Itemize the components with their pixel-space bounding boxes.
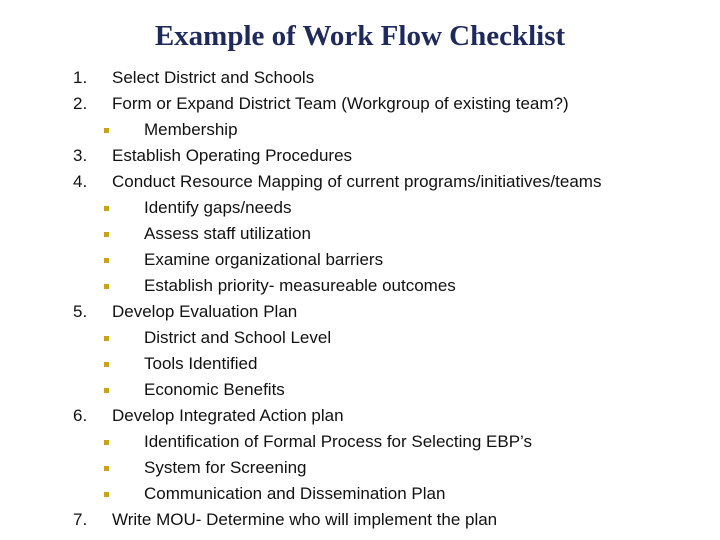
checklist-item — [0, 507, 720, 533]
subitem-text: Establish priority- measureable outcomes — [144, 276, 456, 295]
subitem-text: Membership — [144, 120, 238, 139]
checklist-subitem — [0, 377, 720, 403]
subitem-text: District and School Level — [144, 328, 332, 347]
square-bullet-icon — [104, 206, 109, 211]
item-number: 2. — [73, 94, 88, 113]
square-bullet-icon — [104, 388, 109, 393]
square-bullet-icon — [104, 336, 109, 341]
checklist-item — [0, 169, 720, 195]
square-bullet-icon — [104, 128, 109, 133]
subitem-text: Identification of Formal Process for Selecting EBP’s — [144, 432, 533, 451]
checklist-item — [0, 299, 720, 325]
square-bullet-icon — [104, 258, 109, 263]
item-text: Develop Integrated Action plan — [112, 406, 344, 425]
square-bullet-icon — [104, 466, 109, 471]
square-bullet-icon — [104, 440, 109, 445]
checklist-subitem — [0, 273, 720, 299]
item-number: 6. — [73, 406, 88, 425]
checklist-item — [0, 403, 720, 429]
checklist-subitem — [0, 221, 720, 247]
item-text: Conduct Resource Mapping of current programs/initiatives/teams — [112, 172, 602, 191]
item-number: 7. — [73, 510, 88, 529]
checklist-subitem — [0, 481, 720, 507]
subitem-text: Economic Benefits — [144, 380, 285, 399]
checklist-subitem — [0, 325, 720, 351]
checklist-subitem — [0, 117, 720, 143]
square-bullet-icon — [104, 492, 109, 497]
subitem-text: Communication and Dissemination Plan — [144, 484, 446, 503]
square-bullet-icon — [104, 232, 109, 237]
item-number: 5. — [73, 302, 88, 321]
checklist-subitem — [0, 351, 720, 377]
subitem-text: System for Screening — [144, 458, 307, 477]
item-text: Select District and Schools — [112, 68, 315, 87]
item-text: Establish Operating Procedures — [112, 146, 353, 165]
item-text: Develop Evaluation Plan — [112, 302, 298, 321]
checklist — [0, 65, 720, 533]
item-number: 1. — [73, 68, 88, 87]
checklist-item — [0, 91, 720, 117]
item-number: 3. — [73, 146, 88, 165]
subitem-text: Examine organizational barriers — [144, 250, 384, 269]
item-text: Form or Expand District Team (Workgroup of existing team?) — [112, 94, 569, 113]
checklist-item — [0, 65, 720, 91]
item-text: Write MOU- Determine who will implement the plan — [112, 510, 498, 529]
checklist-item — [0, 143, 720, 169]
page-title: Example of Work Flow Checklist — [154, 20, 566, 52]
square-bullet-icon — [104, 284, 109, 289]
checklist-subitem — [0, 195, 720, 221]
item-number: 4. — [73, 172, 88, 191]
subitem-text: Identify gaps/needs — [144, 198, 292, 217]
subitem-text: Tools Identified — [144, 354, 258, 373]
square-bullet-icon — [104, 362, 109, 367]
checklist-subitem — [0, 429, 720, 455]
subitem-text: Assess staff utilization — [144, 224, 311, 243]
checklist-subitem — [0, 247, 720, 273]
checklist-subitem — [0, 455, 720, 481]
